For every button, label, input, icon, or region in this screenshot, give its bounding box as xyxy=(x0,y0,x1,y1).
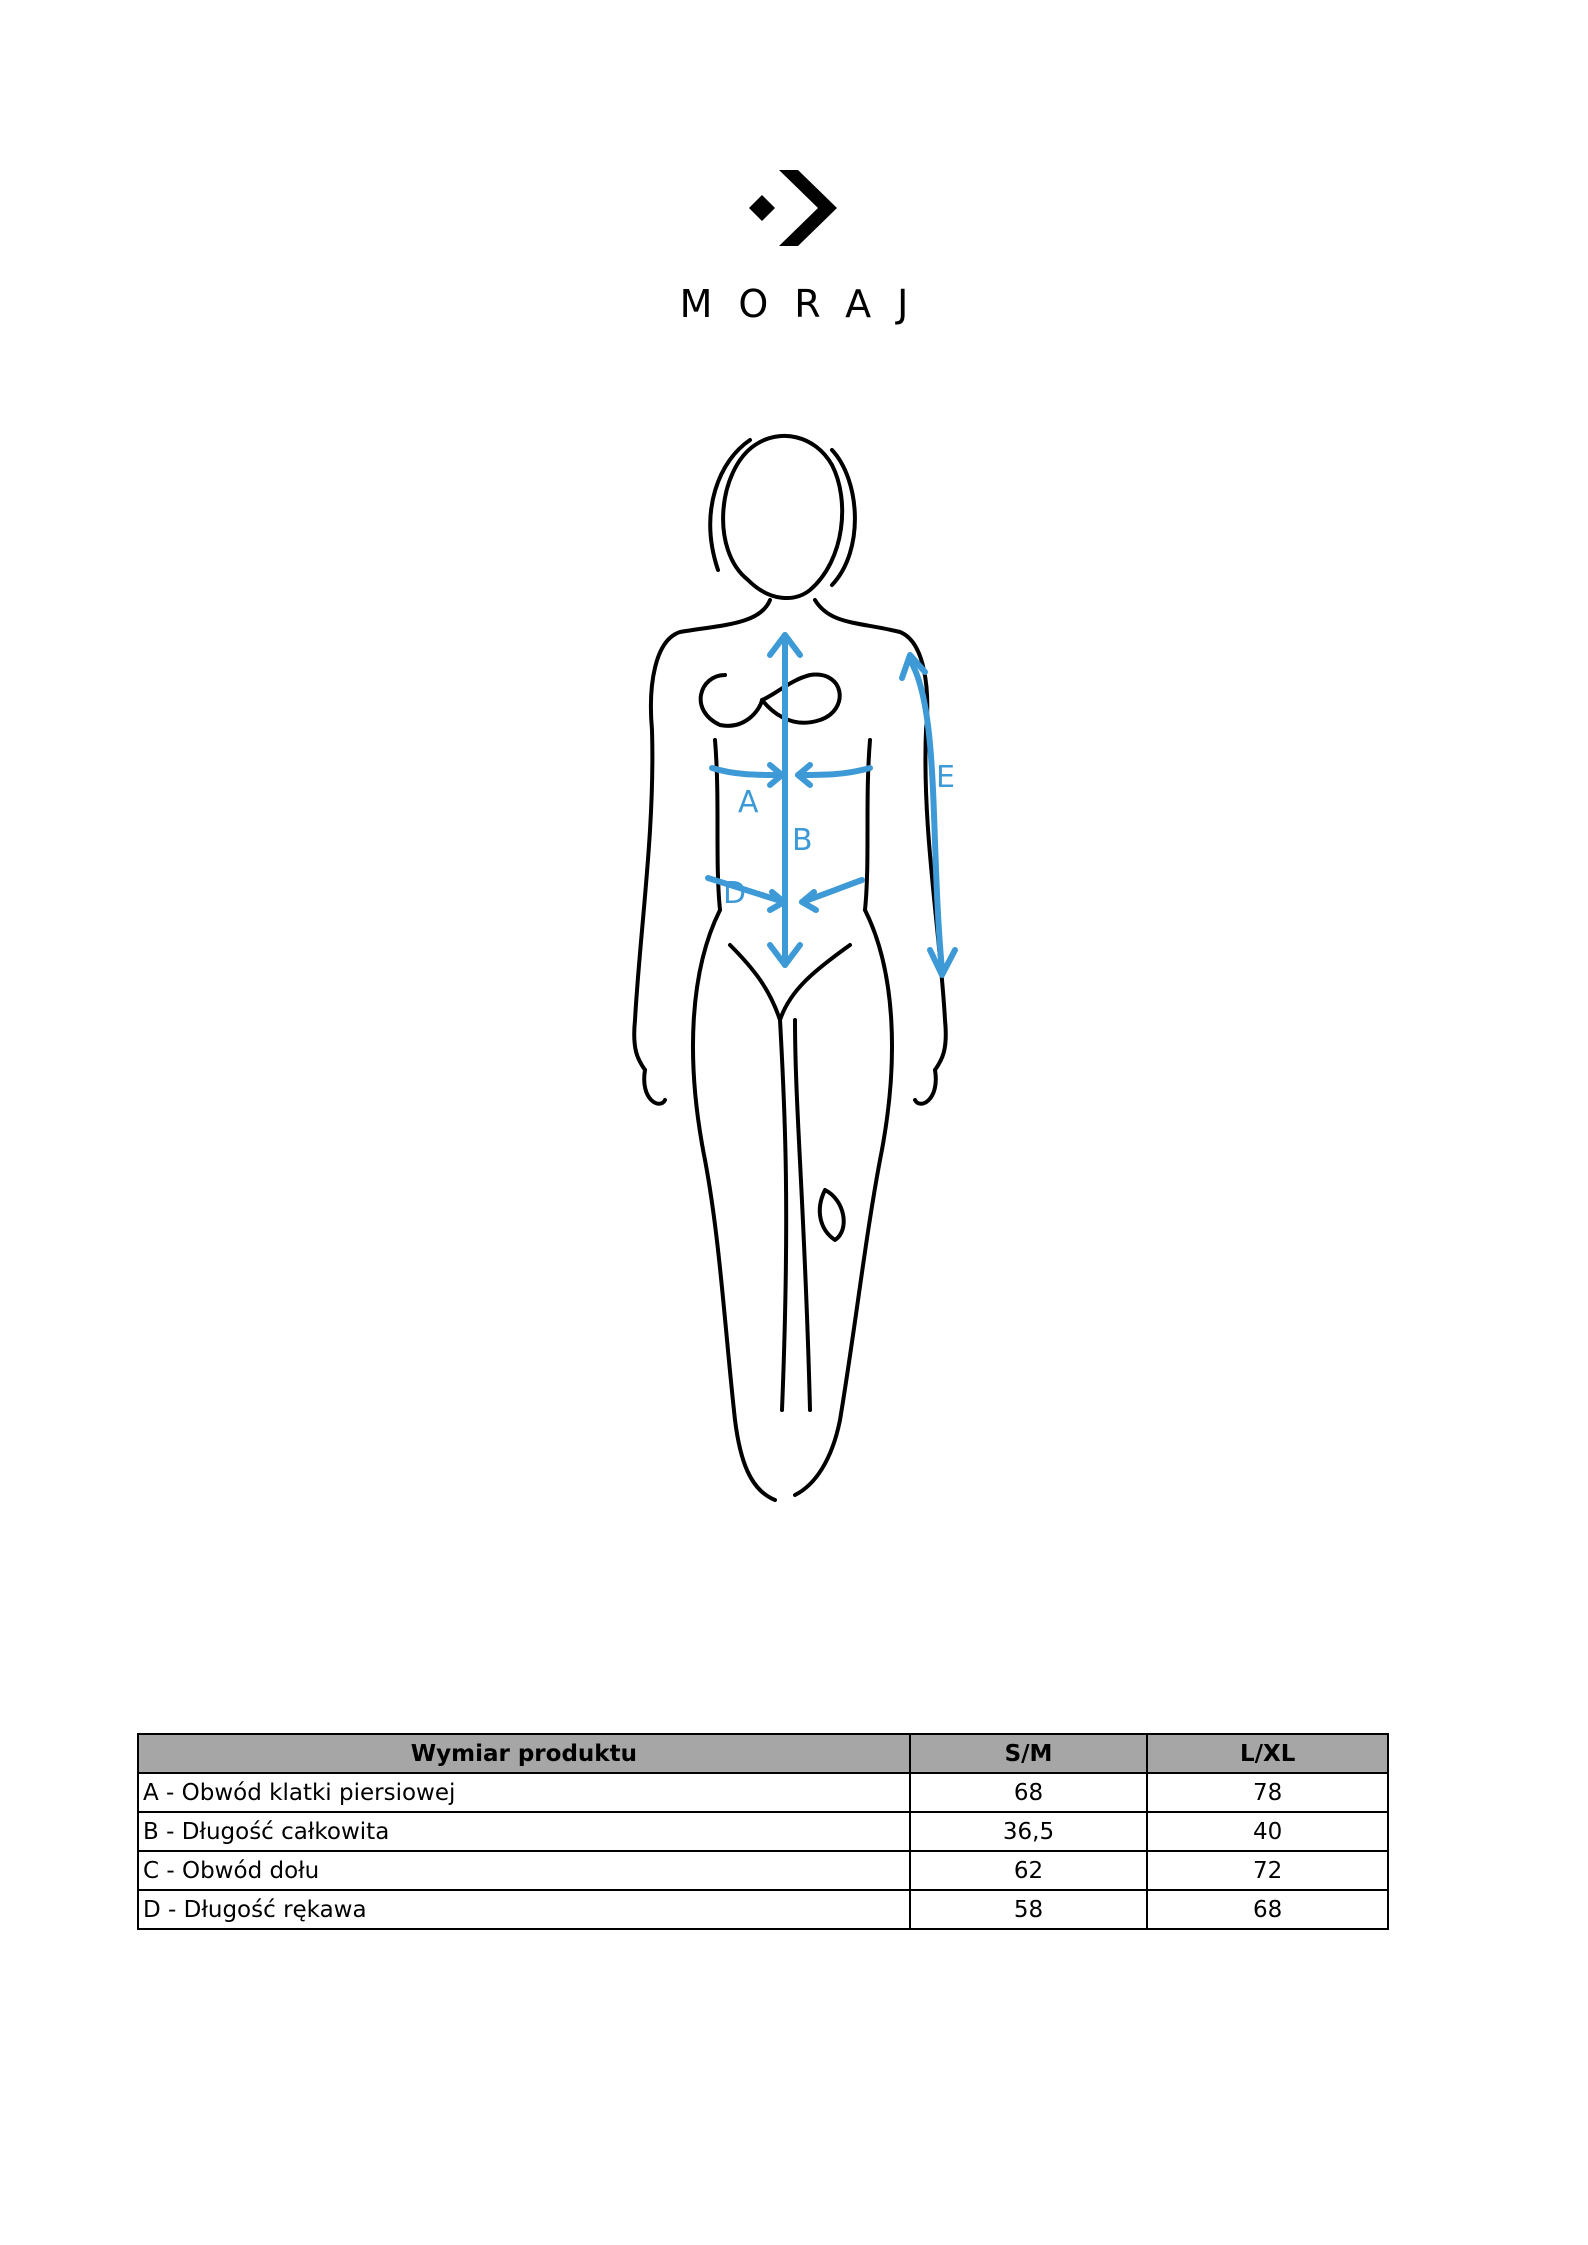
row-value-lxl: 72 xyxy=(1147,1851,1388,1890)
row-value-lxl: 40 xyxy=(1147,1812,1388,1851)
row-value-lxl: 68 xyxy=(1147,1890,1388,1929)
table-row xyxy=(138,1773,1388,1812)
brand-name: MORAJ xyxy=(679,282,935,326)
row-label: A - Obwód klatki piersiowej xyxy=(138,1773,910,1812)
row-label: D - Długość rękawa xyxy=(138,1890,910,1929)
row-value-sm: 58 xyxy=(910,1890,1148,1929)
header-dimension: Wymiar produktu xyxy=(138,1734,910,1773)
header-size-sm: S/M xyxy=(910,1734,1148,1773)
row-value-sm: 62 xyxy=(910,1851,1148,1890)
table-row xyxy=(138,1890,1388,1929)
header-size-lxl: L/XL xyxy=(1147,1734,1388,1773)
moraj-logo-icon xyxy=(749,170,839,246)
body-silhouette xyxy=(570,410,1010,1590)
row-value-sm: 36,5 xyxy=(910,1812,1148,1851)
measure-label-e: E xyxy=(936,760,955,795)
body-measurement-figure xyxy=(570,410,1010,1590)
table-row xyxy=(138,1812,1388,1851)
table-header-row xyxy=(138,1734,1388,1773)
row-label: C - Obwód dołu xyxy=(138,1851,910,1890)
table-row xyxy=(138,1851,1388,1890)
measure-label-b: B xyxy=(792,823,813,858)
size-table xyxy=(137,1733,1389,1930)
row-value-lxl: 78 xyxy=(1147,1773,1388,1812)
measure-label-a: A xyxy=(738,785,759,820)
row-value-sm: 68 xyxy=(910,1773,1148,1812)
measure-label-d: D xyxy=(723,876,747,911)
row-label: B - Długość całkowita xyxy=(138,1812,910,1851)
brand-header xyxy=(0,170,1588,326)
